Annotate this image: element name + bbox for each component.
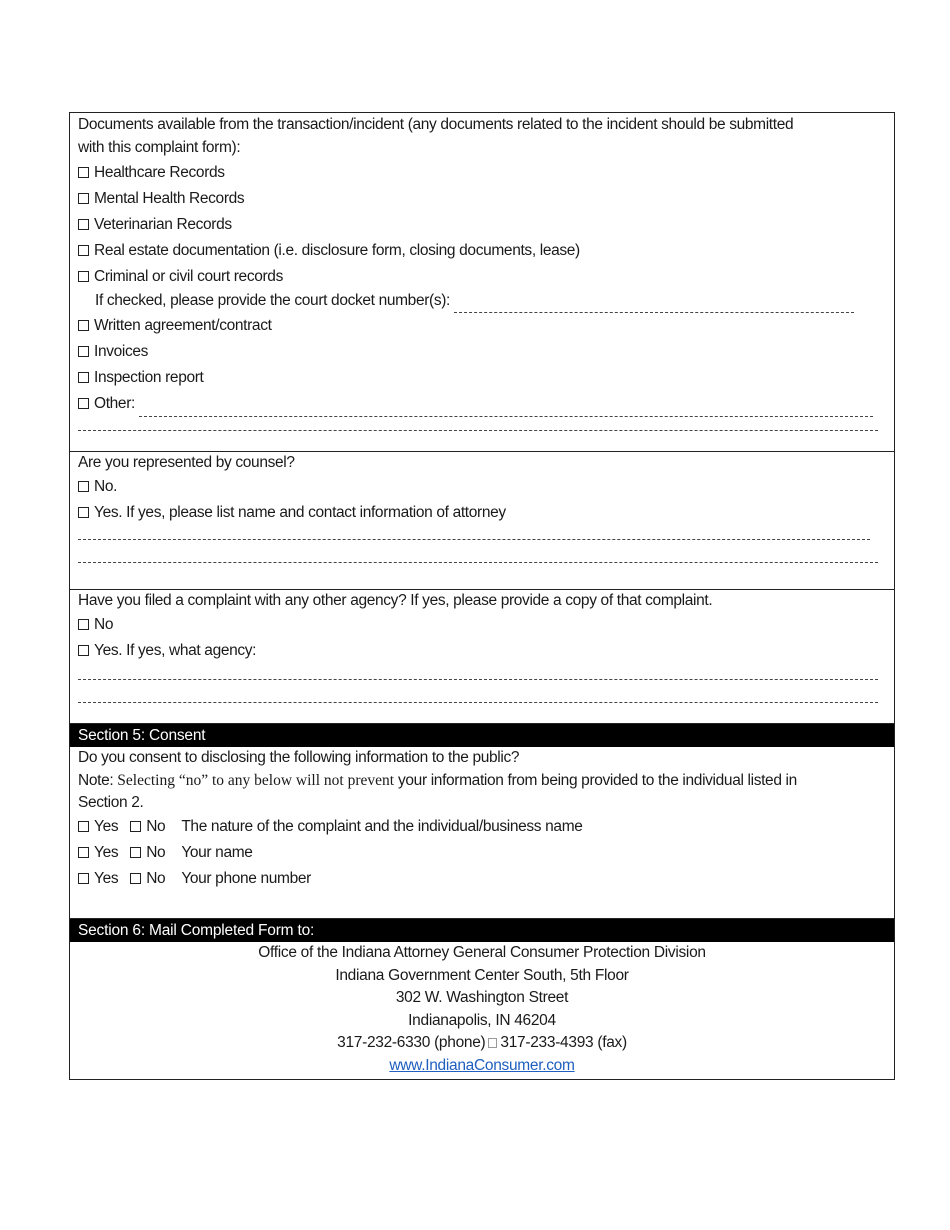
consent-no-option[interactable]: No	[130, 866, 165, 892]
documents-intro-line1: Documents available from the transaction/incident (any documents related to the incident should be submitted	[78, 116, 794, 133]
mail-street: 302 W. Washington Street	[395, 989, 569, 1007]
checkbox[interactable]	[130, 821, 141, 832]
separator-glyph	[488, 1038, 497, 1048]
checkbox[interactable]	[78, 167, 89, 178]
checkbox[interactable]	[130, 873, 141, 884]
checkbox[interactable]	[78, 619, 89, 630]
consent-note: Note: Selecting “no” to any below will not prevent your information from being provided to the individual listed in	[78, 772, 797, 789]
checkbox[interactable]	[78, 645, 89, 656]
other-field-line-2[interactable]	[78, 429, 878, 431]
consent-yes-option[interactable]: Yes	[78, 866, 118, 892]
mail-city: Indianapolis, IN 46204	[408, 1011, 556, 1029]
checkbox[interactable]	[78, 271, 89, 282]
mail-building: Indiana Government Center South, 5th Floor	[335, 966, 629, 984]
mail-office: Office of the Indiana Attorney General Consumer Protection Division	[258, 944, 706, 961]
consent-note-line2: Section 2.	[78, 794, 144, 811]
counsel-yes-option[interactable]: Yes. If yes, please list name and contact information of attorney	[78, 500, 886, 526]
consent-yes-option[interactable]: Yes	[78, 840, 118, 866]
consent-no-option[interactable]: No	[130, 814, 165, 840]
agency-yes-option[interactable]: Yes. If yes, what agency:	[78, 638, 886, 664]
documents-intro-line2: with this complaint form):	[78, 139, 241, 156]
documents-section	[70, 113, 894, 452]
mail-phone-fax	[78, 1032, 886, 1055]
option-mental-health-records[interactable]: Mental Health Records	[78, 186, 886, 212]
consent-section	[70, 747, 894, 919]
consent-row-complaint-nature	[78, 814, 886, 840]
complaint-form-page	[69, 112, 895, 1080]
checkbox[interactable]	[78, 245, 89, 256]
consent-question: Do you consent to disclosing the following information to the public?	[78, 749, 520, 766]
checkbox[interactable]	[78, 193, 89, 204]
mail-website-row	[78, 1055, 886, 1078]
consent-note-serif: Selecting “no” to any below will not prevent	[117, 772, 395, 789]
counsel-no-option[interactable]: No.	[78, 474, 886, 500]
consent-row-your-name	[78, 840, 886, 866]
section-6-header: Section 6: Mail Completed Form to:	[70, 919, 894, 942]
consent-item-label: The nature of the complaint and the individual/business name	[181, 818, 583, 835]
mail-section	[70, 942, 894, 1079]
attorney-info-line-1[interactable]	[78, 538, 870, 540]
checkbox[interactable]	[78, 873, 89, 884]
checkbox[interactable]	[78, 507, 89, 518]
checkbox[interactable]	[78, 372, 89, 383]
mail-fax: 317-233-4393 (fax)	[500, 1034, 627, 1052]
counsel-section	[70, 452, 894, 590]
option-real-estate-documentation[interactable]: Real estate documentation (i.e. disclosure form, closing documents, lease)	[78, 238, 886, 264]
agency-section	[70, 590, 894, 724]
consent-no-option[interactable]: No	[130, 840, 165, 866]
docket-number-row	[78, 289, 886, 313]
checkbox[interactable]	[78, 847, 89, 858]
checkbox[interactable]	[78, 320, 89, 331]
attorney-info-line-2[interactable]	[78, 561, 878, 563]
option-veterinarian-records[interactable]: Veterinarian Records	[78, 212, 886, 238]
checkbox[interactable]	[78, 346, 89, 357]
section-5-header: Section 5: Consent	[70, 724, 894, 747]
checkbox[interactable]	[78, 821, 89, 832]
agency-name-line-1[interactable]	[78, 678, 878, 680]
option-invoices[interactable]: Invoices	[78, 339, 886, 365]
option-court-records[interactable]: Criminal or civil court records	[78, 264, 886, 289]
option-healthcare-records[interactable]: Healthcare Records	[78, 160, 886, 186]
consent-yes-option[interactable]: Yes	[78, 814, 118, 840]
checkbox[interactable]	[78, 219, 89, 230]
agency-question: Have you filed a complaint with any other agency? If yes, please provide a copy of that complaint.	[78, 592, 713, 609]
agency-name-line-2[interactable]	[78, 701, 878, 703]
other-label: Other:	[94, 395, 135, 412]
counsel-question: Are you represented by counsel?	[78, 454, 295, 471]
option-other[interactable]	[78, 391, 886, 417]
consent-item-label: Your name	[181, 844, 253, 861]
website-link[interactable]: www.IndianaConsumer.com	[389, 1056, 575, 1074]
checkbox[interactable]	[78, 481, 89, 492]
consent-item-label: Your phone number	[181, 870, 311, 887]
agency-no-option[interactable]: No	[78, 612, 886, 638]
option-written-agreement[interactable]: Written agreement/contract	[78, 313, 886, 339]
checkbox[interactable]	[78, 398, 89, 409]
other-field[interactable]	[139, 402, 873, 417]
mail-phone: 317-232-6330 (phone)	[337, 1034, 486, 1052]
docket-prompt: If checked, please provide the court docket number(s):	[95, 292, 451, 309]
docket-number-field[interactable]	[454, 298, 854, 313]
consent-row-phone-number	[78, 866, 886, 892]
checkbox[interactable]	[130, 847, 141, 858]
option-inspection-report[interactable]: Inspection report	[78, 365, 886, 391]
